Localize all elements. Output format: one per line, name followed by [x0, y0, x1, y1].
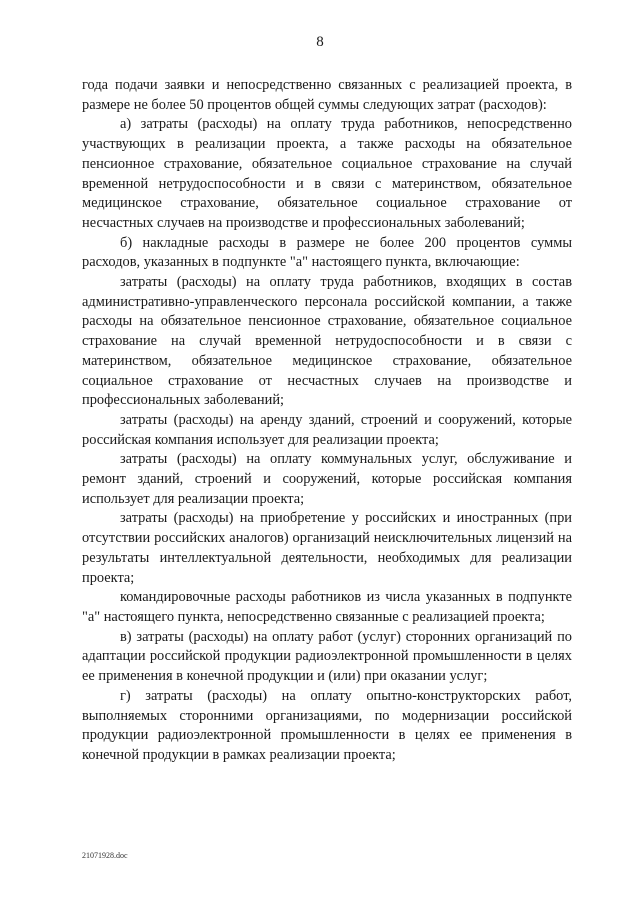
paragraph-continuation: года подачи заявки и непосредственно связанных с реализацией проекта, в размере не более 50 процентов общей суммы следующих затрат (расходов): — [82, 77, 572, 113]
paragraph-sub-licenses: затраты (расходы) на приобретение у российских и иностранных (при отсутствии российских аналогов) организаций неисключительных лицензий на результаты интеллектуальной деятельности, необходимых для реализации проекта; — [82, 510, 572, 586]
paragraph-sub-admin-staff: затраты (расходы) на оплату труда работников, входящих в состав административно-управленческого персонала российской компании, а также расходы на обязательное пенсионное страхование, обязательное социальное страхование на случай временной нетрудоспособности и в связи с материнством, обязательное медицинское страхование, обязательное социальное страхование от несчастных случаев на производстве и профессиональных заболеваний; — [82, 274, 572, 409]
paragraph-sub-travel: командировочные расходы работников из числа указанных в подпункте "а" настоящего пункта, непосредственно связанные с реализацией проекта; — [82, 589, 572, 625]
paragraph-item-a: а) затраты (расходы) на оплату труда работников, непосредственно участвующих в реализации проекта, а также расходы на обязательное пенсионное страхование, обязательное социальное страхование на случай временной нетрудоспособности и в связи с материнством, обязательное медицинское страхование, обязательное социальное страхование от несчастных случаев на производстве и профессиональных заболеваний; — [82, 116, 572, 231]
document-body — [82, 76, 572, 766]
footer-filename: 21071928.doc — [82, 851, 128, 860]
paragraph-item-b: б) накладные расходы в размере не более 200 процентов суммы расходов, указанных в подпункте "а" настоящего пункта, включающие: — [82, 234, 572, 271]
paragraph-sub-utilities: затраты (расходы) на оплату коммунальных услуг, обслуживание и ремонт зданий, строений и сооружений, которые российская компания использует для реализации проекта; — [82, 451, 572, 507]
paragraph-item-v: в) затраты (расходы) на оплату работ (услуг) сторонних организаций по адаптации российской продукции радиоэлектронной промышленности в целях ее применения в конечной продукции и (или) при оказании услуг; — [82, 628, 572, 685]
page-number: 8 — [316, 34, 324, 50]
paragraph-item-g: г) затраты (расходы) на оплату опытно-конструкторских работ, выполняемых сторонними организациями, по модернизации российской продукции радиоэлектронной промышленности в целях ее применения в конечной продукции в рамках реализации проекта; — [82, 687, 572, 763]
paragraph-sub-rent: затраты (расходы) на аренду зданий, строений и сооружений, которые российская компания использует для реализации проекта; — [82, 411, 572, 448]
